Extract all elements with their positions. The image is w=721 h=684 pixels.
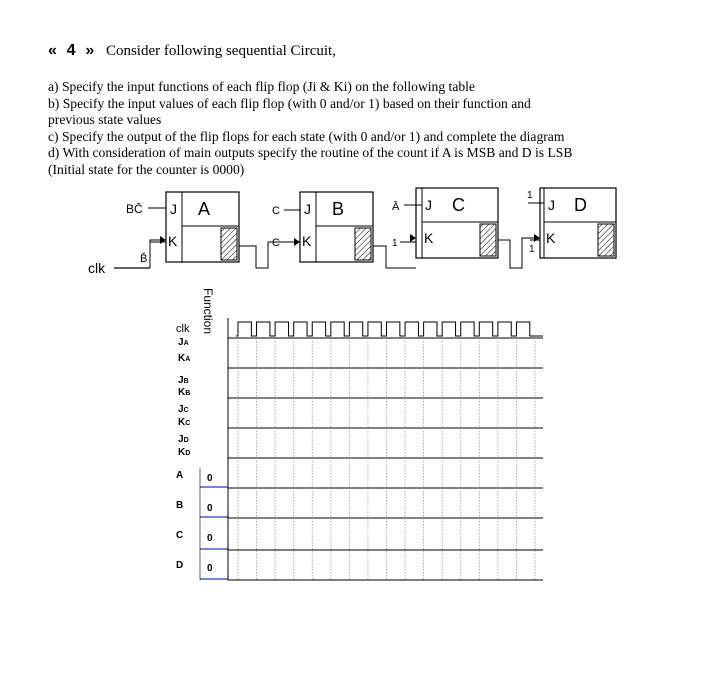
input-label: JD bbox=[178, 434, 189, 445]
output-label: A bbox=[176, 470, 184, 481]
k-input: 1 bbox=[529, 244, 535, 255]
output-label: B bbox=[176, 500, 184, 511]
input-labels bbox=[178, 337, 190, 458]
question-open-mark: « bbox=[48, 42, 57, 59]
input-label: KD bbox=[178, 447, 191, 458]
k-input: C bbox=[272, 237, 280, 249]
j-input: Ā bbox=[392, 201, 400, 213]
question-title: Consider following sequential Circuit, bbox=[105, 43, 336, 59]
j-input: 1 bbox=[527, 190, 533, 201]
clock-pulse bbox=[236, 322, 543, 336]
instruction-line: (Initial state for the counter is 0000) bbox=[48, 161, 245, 177]
initial-value: 0 bbox=[207, 533, 213, 544]
input-label: KC bbox=[178, 417, 191, 428]
k-input: 1 bbox=[392, 238, 398, 249]
k-label: K bbox=[424, 230, 434, 246]
instruction-line: d) With consideration of main outputs specify the routine of the count if A is MSB and D is LSB bbox=[48, 145, 573, 160]
clk-row-label: clk bbox=[176, 323, 190, 335]
j-input: C bbox=[272, 205, 280, 217]
input-label: JA bbox=[178, 337, 189, 348]
j-label: J bbox=[304, 201, 311, 217]
input-label: KA bbox=[178, 353, 191, 364]
k-input: B̄ bbox=[140, 253, 148, 265]
question-close-mark: » bbox=[85, 42, 95, 59]
output-label: D bbox=[176, 560, 184, 571]
output-labels bbox=[176, 470, 228, 579]
function-header: Function bbox=[201, 288, 215, 335]
instruction-line: previous state values bbox=[48, 112, 162, 127]
instruction-line: a) Specify the input functions of each flip flop (Ji & Ki) on the following table bbox=[48, 79, 475, 94]
j-input: BC̄ bbox=[126, 202, 143, 216]
j-label: J bbox=[548, 197, 555, 213]
clock-waveform bbox=[236, 322, 543, 336]
ff-name: D bbox=[574, 195, 587, 215]
clock-label: clk bbox=[88, 260, 106, 276]
question-number: 4 bbox=[66, 42, 76, 59]
k-label: K bbox=[546, 230, 556, 246]
initial-value: 0 bbox=[207, 473, 213, 484]
k-label: K bbox=[168, 233, 178, 249]
k-label: K bbox=[302, 233, 312, 249]
ff-name: A bbox=[198, 199, 211, 219]
ff-name: C bbox=[452, 195, 465, 215]
j-label: J bbox=[170, 201, 177, 217]
instruction-line: c) Specify the output of the flip flops for each state (with 0 and/or 1) and complete the diagram bbox=[48, 128, 565, 144]
input-label: JB bbox=[178, 375, 189, 386]
timing-grid bbox=[200, 318, 543, 580]
input-label: JC bbox=[178, 404, 189, 415]
ff-name: B bbox=[332, 199, 345, 219]
output-label: C bbox=[176, 530, 184, 541]
instruction-line: b) Specify the input values of each flip flop (with 0 and/or 1) based on their function and bbox=[48, 95, 531, 111]
initial-value: 0 bbox=[207, 563, 213, 574]
input-label: KB bbox=[178, 387, 191, 398]
j-label: J bbox=[425, 197, 432, 213]
initial-value: 0 bbox=[207, 503, 213, 514]
